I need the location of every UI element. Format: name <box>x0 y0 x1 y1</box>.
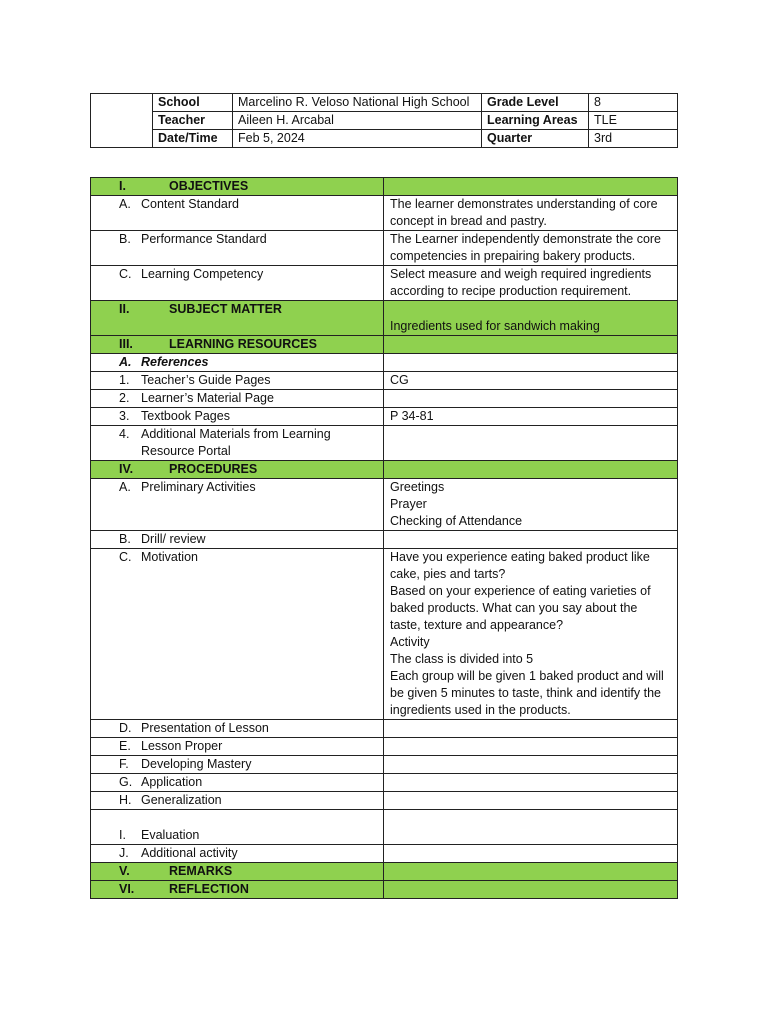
item-label: Teacher’s Guide Pages <box>141 373 271 387</box>
item-letter: I. <box>119 828 126 842</box>
item-number: 4. <box>119 427 130 441</box>
grade-label: Grade Level <box>482 94 589 112</box>
learning-area-label: Learning Areas <box>482 112 589 130</box>
section-title: REMARKS <box>169 864 233 878</box>
item-letter: E. <box>119 739 131 753</box>
item-letter: C. <box>119 267 132 281</box>
section-title: REFLECTION <box>169 882 249 896</box>
item-letter: H. <box>119 793 132 807</box>
section-title: PROCEDURES <box>169 462 258 476</box>
row-preliminary-activities <box>91 479 678 531</box>
teacher-label: Teacher <box>153 112 233 130</box>
item-label: Additional Materials from Learning <box>141 427 331 441</box>
item-value-line: concept in bread and pastry. <box>390 214 547 228</box>
row-textbook-pages <box>91 408 678 426</box>
grade-value: 8 <box>589 94 678 112</box>
section-subject-matter <box>91 301 678 336</box>
subject-matter-value: Ingredients used for sandwich making <box>384 301 678 336</box>
item-letter: J. <box>119 846 129 860</box>
learning-area-value: TLE <box>589 112 678 130</box>
section-number: II. <box>119 302 130 316</box>
section-number: III. <box>119 337 133 351</box>
teacher-value: Aileen H. Arcabal <box>233 112 482 130</box>
section-number: VI. <box>119 882 135 896</box>
item-value: P 34-81 <box>384 408 678 426</box>
row-additional-materials <box>91 426 678 461</box>
item-value-line: taste, texture and appearance? <box>390 618 564 632</box>
row-evaluation <box>91 810 678 845</box>
section-title: LEARNING RESOURCES <box>169 337 317 351</box>
section-title: SUBJECT MATTER <box>169 302 282 316</box>
item-value-line: competencies in prepairing bakery products. <box>390 249 636 263</box>
header-row-school <box>91 94 678 112</box>
item-value-line: Based on your experience of eating varieties of <box>390 584 651 598</box>
header-blank-cell <box>91 94 153 148</box>
item-letter: G. <box>119 775 133 789</box>
row-drill-review <box>91 531 678 549</box>
item-value-line: Have you experience eating baked product like <box>390 550 650 564</box>
section-learning-resources <box>91 336 678 354</box>
item-label: Generalization <box>141 793 222 807</box>
item-value: CG <box>384 372 678 390</box>
school-label: School <box>153 94 233 112</box>
item-value-line: Checking of Attendance <box>390 514 523 528</box>
section-objectives <box>91 178 678 196</box>
item-label: Developing Mastery <box>141 757 252 771</box>
row-teachers-guide <box>91 372 678 390</box>
item-label: Application <box>141 775 203 789</box>
header-table <box>90 93 678 148</box>
item-letter: B. <box>119 232 131 246</box>
row-developing-mastery <box>91 756 678 774</box>
item-letter: A. <box>119 480 131 494</box>
row-learners-material <box>91 390 678 408</box>
item-label: Content Standard <box>141 197 239 211</box>
row-additional-activity <box>91 845 678 863</box>
row-generalization <box>91 792 678 810</box>
item-number: 2. <box>119 391 130 405</box>
item-value-line: ingredients used in the products. <box>390 703 571 717</box>
row-motivation <box>91 549 678 720</box>
item-value-line: cake, pies and tarts? <box>390 567 506 581</box>
row-learning-competency <box>91 266 678 301</box>
section-number: V. <box>119 864 130 878</box>
item-label: Performance Standard <box>141 232 267 246</box>
item-letter: A. <box>119 197 131 211</box>
item-letter: A. <box>119 355 132 369</box>
row-performance-standard <box>91 231 678 266</box>
header-row-date <box>91 130 678 148</box>
section-title: OBJECTIVES <box>169 179 249 193</box>
item-value-line: Activity <box>390 635 430 649</box>
item-value-line: be given 5 minutes to taste, think and identify the <box>390 686 662 700</box>
item-label: Evaluation <box>141 828 200 842</box>
row-references <box>91 354 678 372</box>
row-application <box>91 774 678 792</box>
section-reflection <box>91 881 678 899</box>
item-letter: D. <box>119 721 132 735</box>
section-remarks <box>91 863 678 881</box>
lesson-plan-table <box>90 177 678 899</box>
item-label: Learning Competency <box>141 267 264 281</box>
item-letter: C. <box>119 550 132 564</box>
item-letter: B. <box>119 532 131 546</box>
item-label: References <box>141 355 209 369</box>
item-label: Learner’s Material Page <box>141 391 274 405</box>
row-presentation <box>91 720 678 738</box>
item-value-line: baked products. What can you say about the <box>390 601 638 615</box>
item-value-line: Select measure and weigh required ingredients <box>390 267 652 281</box>
row-content-standard <box>91 196 678 231</box>
item-value-line: according to recipe production requirement. <box>390 284 632 298</box>
item-label: Motivation <box>141 550 198 564</box>
school-value: Marcelino R. Veloso National High School <box>233 94 482 112</box>
item-value-line: Greetings <box>390 480 445 494</box>
section-number: IV. <box>119 462 134 476</box>
item-value-line: The class is divided into 5 <box>390 652 534 666</box>
item-number: 1. <box>119 373 130 387</box>
date-value: Feb 5, 2024 <box>233 130 482 148</box>
item-label: Lesson Proper <box>141 739 223 753</box>
item-label: Drill/ review <box>141 532 206 546</box>
date-label: Date/Time <box>153 130 233 148</box>
header-row-teacher <box>91 112 678 130</box>
item-label: Presentation of Lesson <box>141 721 269 735</box>
item-label: Textbook Pages <box>141 409 230 423</box>
item-value-line: The Learner independently demonstrate the core <box>390 232 662 246</box>
section-number: I. <box>119 179 126 193</box>
item-letter: F. <box>119 757 129 771</box>
item-number: 3. <box>119 409 130 423</box>
item-value-line: Prayer <box>390 497 427 511</box>
quarter-value: 3rd <box>589 130 678 148</box>
quarter-label: Quarter <box>482 130 589 148</box>
section-procedures <box>91 461 678 479</box>
item-label: Additional activity <box>141 846 238 860</box>
item-value-line: Each group will be given 1 baked product and will <box>390 669 664 683</box>
row-lesson-proper <box>91 738 678 756</box>
item-value-line: The learner demonstrates understanding of core <box>390 197 658 211</box>
item-label-cont: Resource Portal <box>141 444 231 458</box>
item-label: Preliminary Activities <box>141 480 256 494</box>
